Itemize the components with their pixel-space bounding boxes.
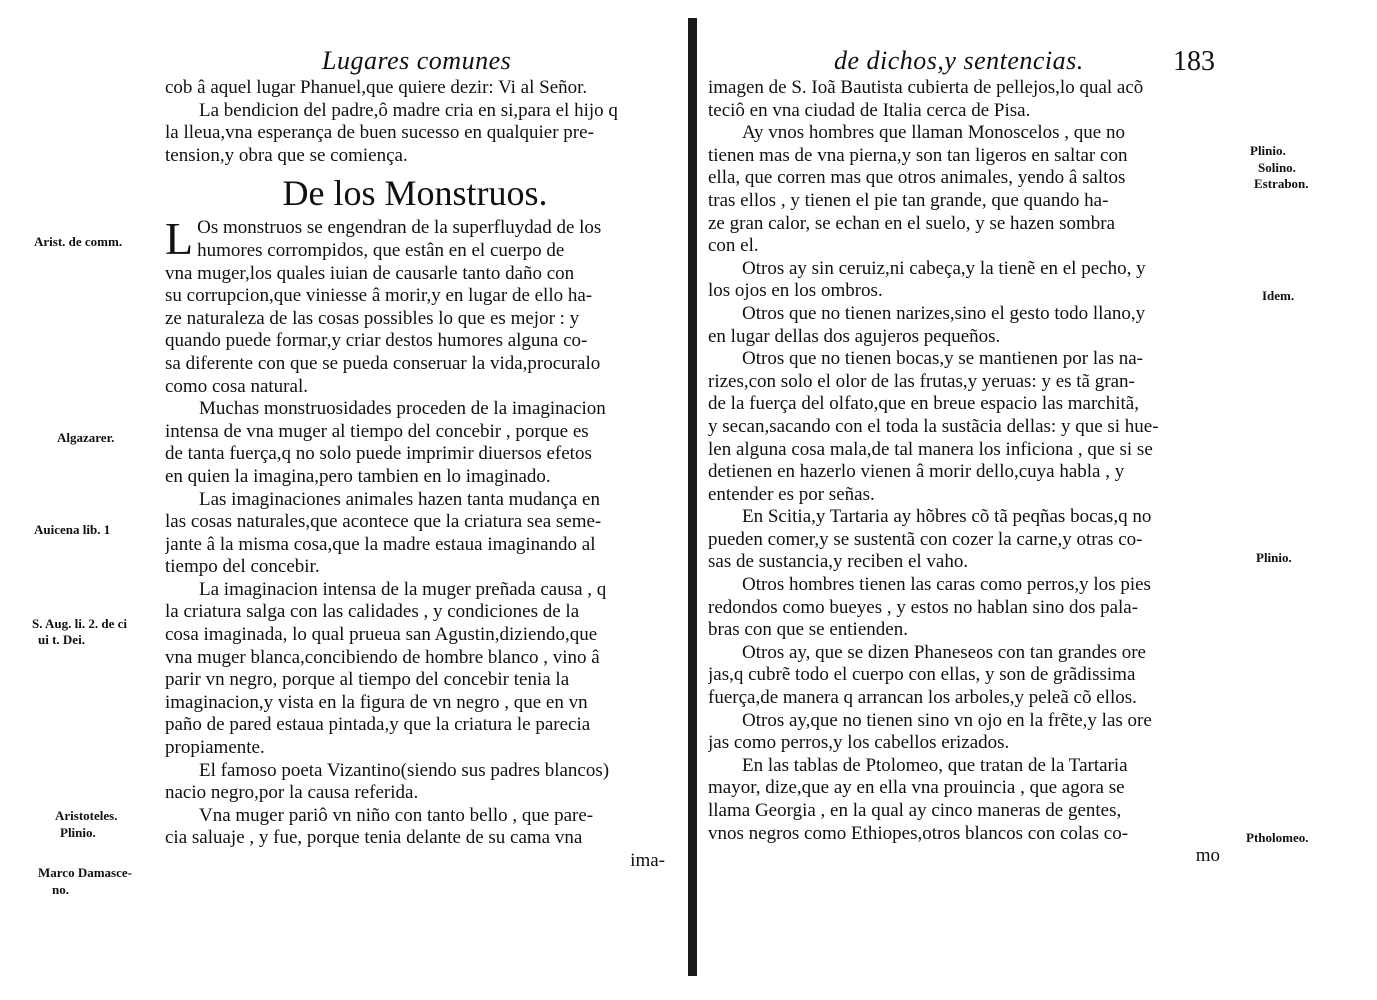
text-line: fuerça,de manera q arrancan los arboles,y peleã cõ ellos. bbox=[708, 687, 1137, 709]
text-line: la criatura salga con las calidades , y condiciones de la bbox=[165, 601, 580, 623]
text-line: intensa de vna muger al tiempo del concebir , porque es bbox=[165, 420, 589, 442]
text-line: En las tablas de Ptolomeo, que tratan de la Tartaria bbox=[742, 754, 1128, 776]
margin-note: Solino. bbox=[1258, 160, 1296, 175]
section-heading: De los Monstruos. bbox=[282, 173, 548, 214]
text-line: quando puede formar,y criar destos humores alguna co- bbox=[165, 330, 588, 352]
text-line: con el. bbox=[708, 235, 759, 257]
text-line: de tanta fuerça,q no solo puede imprimir diuersos efetos bbox=[165, 443, 592, 465]
text-line: ella, que corren mas que otros animales, yendo â saltos bbox=[708, 167, 1126, 189]
margin-note: Aristoteles. bbox=[55, 808, 118, 823]
text-line: las cosas naturales,que acontece que la criatura sea seme- bbox=[165, 511, 602, 533]
drop-cap: L bbox=[165, 213, 194, 265]
margin-note: ui t. Dei. bbox=[38, 632, 85, 647]
text-line: la lleua,vna esperança de buen sucesso en qualquier pre- bbox=[165, 122, 594, 144]
text-line: ze gran calor, se echan en el suelo, y se hazen sombra bbox=[708, 212, 1116, 234]
text-line: vna muger blanca,concibiendo de hombre blanco , vino â bbox=[165, 646, 600, 668]
book-gutter bbox=[688, 18, 697, 976]
margin-note: Estrabon. bbox=[1254, 176, 1309, 191]
text-line: rizes,con solo el olor de las frutas,y yeruas: y es tã gran- bbox=[708, 370, 1135, 392]
text-line: Vna muger pariô vn niño con tanto bello , que pare- bbox=[199, 804, 594, 826]
text-line: Otros ay sin ceruiz,ni cabeça,y la tienẽ en el pecho, y bbox=[742, 257, 1146, 279]
text-line: mayor, dize,que ay en ella vna prouincia , que agora se bbox=[708, 777, 1125, 799]
text-line: en lugar dellas dos agujeros pequeños. bbox=[708, 325, 1001, 347]
text-line: imagen de S. Ioã Bautista cubierta de pellejos,lo qual acõ bbox=[708, 77, 1144, 98]
text-line: jas como perros,y los cabellos erizados. bbox=[708, 732, 1010, 754]
left-running-header: Lugares comunes bbox=[322, 46, 512, 75]
text-line: Otros ay,que no tienen sino vn ojo en la frẽte,y las ore bbox=[742, 709, 1152, 731]
text-line: pueden comer,y se sustentã con cozer la carne,y otras co- bbox=[708, 528, 1143, 550]
text-line: los ojos en los ombros. bbox=[708, 280, 883, 302]
text-line: redondos como bueyes , y estos no hablan sino dos pala- bbox=[708, 596, 1139, 618]
text-line: paño de pared estaua pintada,y que la criatura le parecia bbox=[165, 714, 591, 736]
text-line: sas de sustancia,y reciben el vaho. bbox=[708, 551, 969, 573]
margin-note: Arist. de comm. bbox=[34, 234, 123, 249]
text-line: La imaginacion intensa de la muger preñada causa , q bbox=[199, 578, 607, 600]
text-line: sa diferente con que se pueda conseruar la vida,procuralo bbox=[165, 352, 601, 374]
text-line: teciô en vna ciudad de Italia cerca de Pisa. bbox=[708, 99, 1031, 121]
margin-note: no. bbox=[52, 882, 69, 897]
text-line: y secan,sacando con el toda la sustãcia dellas: y que si hue- bbox=[708, 415, 1159, 437]
text-line: Muchas monstruosidades proceden de la imaginacion bbox=[199, 398, 606, 420]
text-line: llama Georgia , en la qual ay cinco maneras de gentes, bbox=[708, 800, 1122, 821]
left-page bbox=[0, 0, 688, 1000]
right-running-header: de dichos,y sentencias. bbox=[834, 46, 1084, 75]
margin-note: Algazarer. bbox=[57, 430, 115, 445]
text-line: Otros que no tienen narizes,sino el gesto todo llano,y bbox=[742, 302, 1146, 324]
text-line: La bendicion del padre,ô madre cria en si,para el hijo q bbox=[199, 99, 618, 121]
text-line: Otros hombres tienen las caras como perros,y los pies bbox=[742, 574, 1151, 596]
text-line: cia saluaje , y fue, porque tenia delante de su cama vna bbox=[165, 827, 583, 849]
text-line: Otros que no tienen bocas,y se mantienen por las na- bbox=[742, 348, 1143, 370]
text-line: tiempo del concebir. bbox=[165, 556, 320, 578]
margin-note: S. Aug. li. 2. de ci bbox=[32, 616, 127, 631]
margin-note: Idem. bbox=[1262, 288, 1295, 303]
text-line: en quien la imagina,pero tambien en lo imaginado. bbox=[165, 465, 551, 487]
text-line: entender es por señas. bbox=[708, 483, 875, 505]
text-line: cob â aquel lugar Phanuel,que quiere dezir: Vi al Señor. bbox=[165, 77, 588, 98]
page-number: 183 bbox=[1173, 46, 1215, 77]
text-line: ze naturaleza de las cosas possibles lo que es mejor : y bbox=[165, 307, 580, 329]
text-line: vna muger,los quales iuian de causarle tanto daño con bbox=[165, 262, 575, 284]
text-line: jas,q cubrẽ todo el cuerpo con ellas, y son de grãdissima bbox=[708, 664, 1136, 686]
text-line: En Scitia,y Tartaria ay hõbres cõ tã peqñas bocas,q no bbox=[742, 506, 1152, 528]
text-line: de la fuerça del olfato,que en breue espacio las marchitã, bbox=[708, 393, 1139, 415]
text-line: Ay vnos hombres que llaman Monoscelos , que no bbox=[742, 122, 1125, 144]
text-line: propiamente. bbox=[165, 737, 265, 759]
text-line: tension,y obra que se comiença. bbox=[165, 144, 408, 166]
margin-note: Plinio. bbox=[1250, 143, 1286, 158]
text-line: jante â la misma cosa,que la madre estaua imaginando al bbox=[165, 533, 596, 555]
margin-note: Ptholomeo. bbox=[1246, 830, 1309, 845]
left-body-text bbox=[165, 77, 665, 873]
text-line: cosa imaginada, lo qual prueua san Agustin,diziendo,que bbox=[165, 624, 598, 646]
text-line: tras ellos , y tienen el pie tan grande, que quando ha- bbox=[708, 189, 1109, 211]
text-line: bras con que se entienden. bbox=[708, 619, 908, 641]
catchword: mo bbox=[1195, 845, 1220, 867]
right-body-text bbox=[708, 77, 1220, 868]
margin-note: Marco Damasce- bbox=[38, 865, 132, 880]
text-line: El famoso poeta Vizantino(siendo sus padres blancos) bbox=[199, 759, 610, 781]
catchword: ima- bbox=[630, 850, 665, 871]
text-line: su corrupcion,que viniesse â morir,y en lugar de ello ha- bbox=[165, 285, 593, 307]
margin-note: Auicena lib. 1 bbox=[34, 522, 111, 537]
text-line: detienen en hazerlo vienen â morir dello,cuya habla , y bbox=[708, 461, 1125, 483]
text-line: Os monstruos se engendran de la superfluydad de los bbox=[197, 217, 602, 239]
text-line: humores corrompidos, que estân en el cuerpo de bbox=[197, 239, 565, 261]
text-line: tienen mas de vna pierna,y son tan ligeros en saltar con bbox=[708, 144, 1128, 166]
text-line: como cosa natural. bbox=[165, 375, 308, 397]
text-line: parir vn negro, porque al tiempo del concebir tenia la bbox=[165, 669, 570, 691]
text-line: vnos negros como Ethiopes,otros blancos con colas co- bbox=[708, 822, 1129, 844]
text-line: Las imaginaciones animales hazen tanta mudança en bbox=[199, 488, 600, 510]
text-line: len alguna cosa mala,de tal manera los inficiona , que si se bbox=[708, 438, 1153, 460]
margin-note: Plinio. bbox=[60, 825, 96, 840]
text-line: nacio negro,por la causa referida. bbox=[165, 782, 419, 804]
margin-note: Plinio. bbox=[1256, 550, 1292, 565]
text-line: imaginacion,y vista en la figura de vn negro , que en vn bbox=[165, 691, 588, 713]
text-line: Otros ay, que se dizen Phaneseos con tan grandes ore bbox=[742, 641, 1146, 663]
right-page bbox=[698, 0, 1377, 1000]
